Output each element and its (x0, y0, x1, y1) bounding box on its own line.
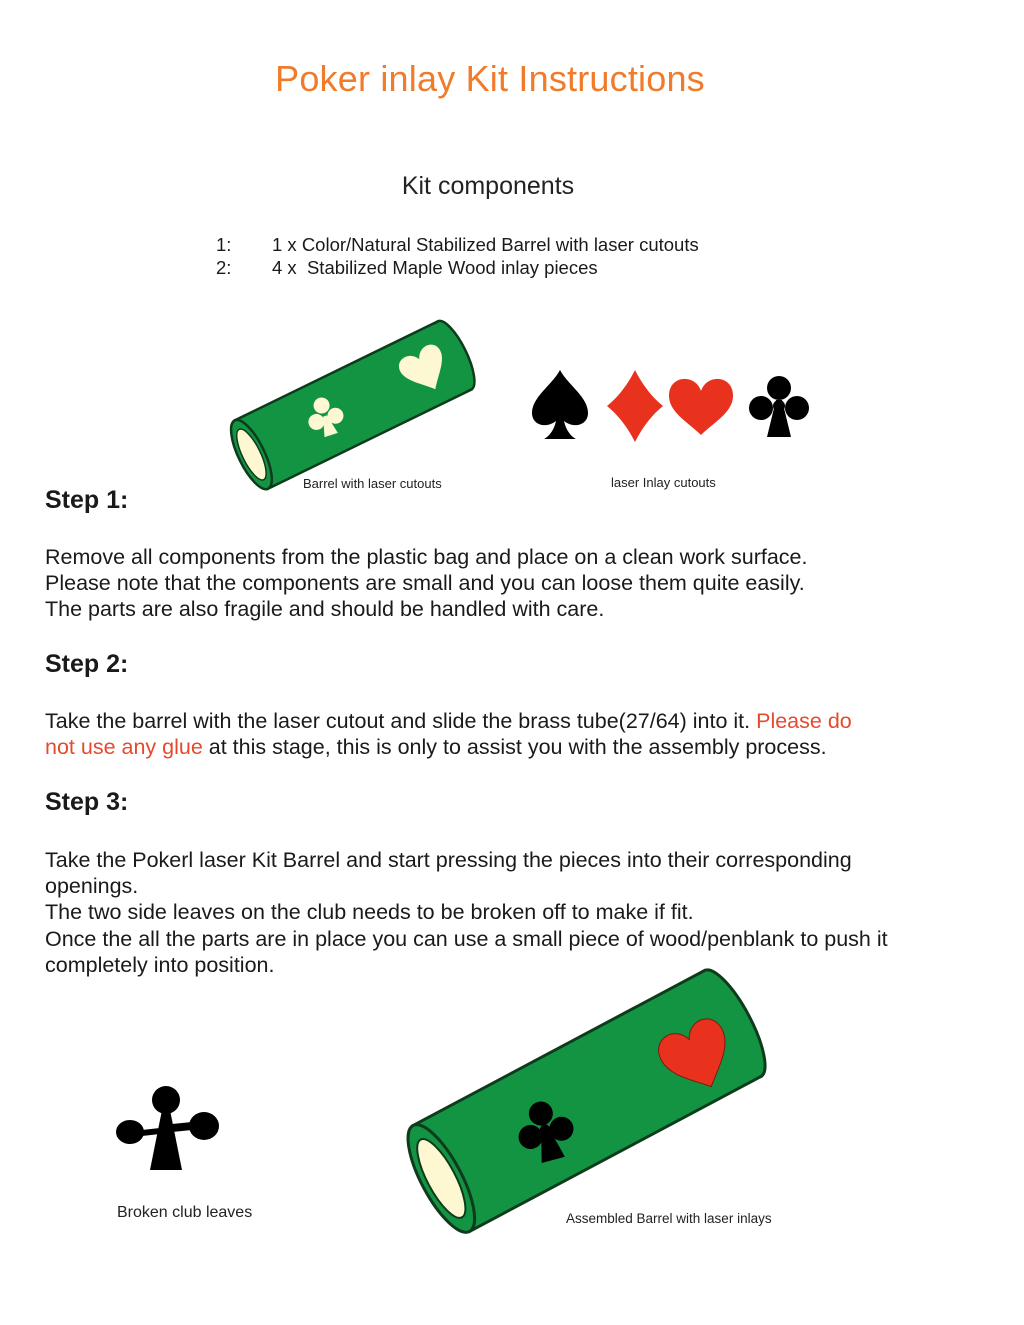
barrel-with-cutouts-image (230, 325, 480, 485)
heart-icon (668, 375, 734, 437)
step-1-line: The parts are also fragile and should be handled with care. (45, 597, 605, 622)
step-3-text (45, 847, 985, 978)
component-text: 4 x Stabilized Maple Wood inlay pieces (272, 257, 598, 278)
step-2-heading: Step 2: (45, 650, 129, 678)
club-icon (746, 372, 812, 438)
step-3-line: Take the Pokerl laser Kit Barrel and start pressing the pieces into their corresponding (45, 848, 852, 872)
step-2-text-normal: at this stage, this is only to assist you with the assembly process. (202, 735, 827, 760)
component-number: 1: (216, 234, 232, 255)
broken-club-icon (106, 1078, 226, 1178)
step-2-text (45, 708, 985, 760)
diamond-icon (605, 368, 665, 444)
page-title: Poker inlay Kit Instructions (275, 58, 705, 99)
kit-components-heading: Kit components (401, 172, 575, 200)
step-1-heading: Step 1: (45, 486, 129, 514)
inlay-caption: laser Inlay cutouts (611, 475, 716, 490)
step-2-text-normal: Take the barrel with the laser cutout and slide the brass tube(27/64) into it. (45, 709, 757, 733)
step-1-line: Remove all components from the plastic bag and place on a clean work surface. (45, 545, 808, 569)
barrel-caption: Barrel with laser cutouts (303, 476, 442, 491)
glue-warning-text: not use any glue (45, 735, 203, 760)
assembled-caption: Assembled Barrel with laser inlays (566, 1211, 772, 1226)
glue-warning-text: Please do (756, 709, 852, 733)
step-1-line: Please note that the components are small and you can loose them quite easily. (45, 571, 805, 596)
step-3-line: openings. (45, 874, 139, 899)
component-text: 1 x Color/Natural Stabilized Barrel with laser cutouts (272, 234, 699, 255)
component-number: 2: (216, 257, 232, 278)
step-3-line: The two side leaves on the club needs to be broken off to make if fit. (45, 900, 694, 925)
step-3-line: Once the all the parts are in place you can use a small piece of wood/penblank to push it (45, 926, 888, 951)
step-1-text (45, 544, 985, 623)
broken-club-caption: Broken club leaves (117, 1204, 253, 1221)
step-3-heading: Step 3: (45, 788, 129, 816)
step-3-line: completely into position. (45, 952, 275, 977)
spade-icon (530, 368, 590, 443)
assembled-barrel-image (410, 990, 770, 1220)
